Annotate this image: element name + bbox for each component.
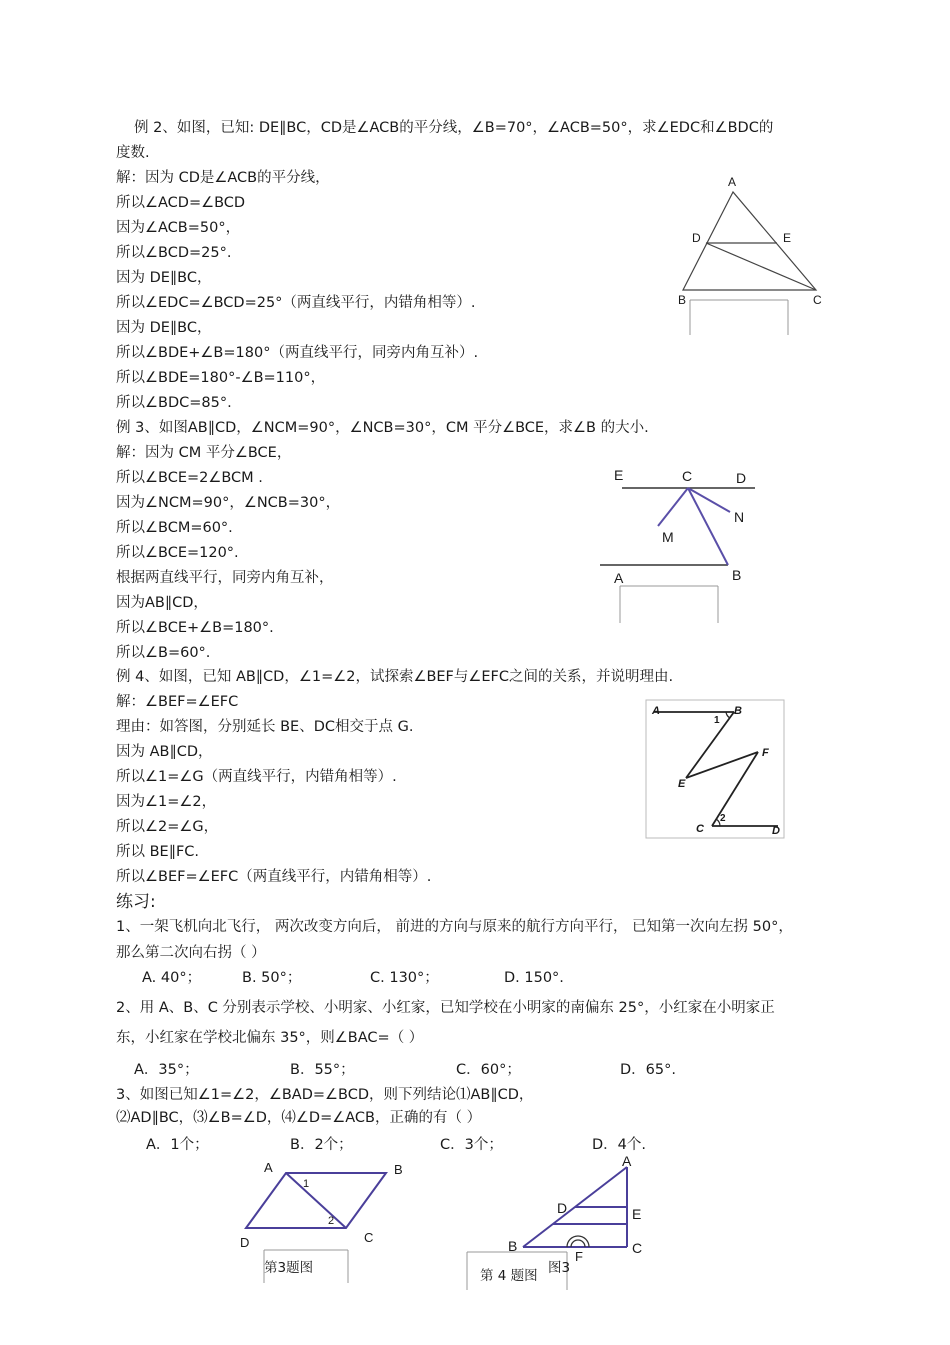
label-f: F <box>575 1249 583 1264</box>
ex3-line: 例 3、如图AB∥CD，∠NCM=90°，∠NCB=30°，CM 平分∠BCE，求∠B 的大小. <box>116 420 649 436</box>
label-1: 1 <box>714 715 720 726</box>
label-d: D <box>692 231 701 245</box>
q1-line: 1、一架飞机向北飞行， 两次改变方向后， 前进的方向与原来的航行方向平行， 已知第一次向左拐 50°， <box>116 919 793 935</box>
q3-option-b: B．2个； <box>290 1137 353 1153</box>
label-2: 2 <box>720 813 726 824</box>
label-n: N <box>734 509 745 525</box>
ex2-line: 因为 DE∥BC， <box>116 270 212 286</box>
label-b: B <box>732 567 742 583</box>
q3-parallelogram-figure <box>236 1158 416 1288</box>
label-a: A <box>652 705 660 717</box>
q4-figure-caption: 第 4 题图 <box>480 1268 538 1284</box>
label-m: M <box>662 529 674 545</box>
ex3-line: 所以∠BCE=120°. <box>116 545 239 561</box>
q1-line: 那么第二次向右拐（ ） <box>116 945 266 961</box>
ex2-line: 因为 DE∥BC， <box>116 320 212 336</box>
label-2: 2 <box>328 1215 335 1227</box>
label-a: A <box>264 1160 273 1175</box>
ex2-line: 所以∠EDC=∠BCD=25°（两直线平行，内错角相等）. <box>116 295 476 311</box>
label-b: B <box>678 293 687 307</box>
ex2-line: 度数. <box>116 145 150 161</box>
label-e: E <box>614 467 624 483</box>
ex4-line: 因为 AB∥CD， <box>116 744 213 760</box>
ex4-line: 所以∠BEF=∠EFC（两直线平行，内错角相等）. <box>116 869 432 885</box>
q3-option-a: A．1个； <box>146 1137 209 1153</box>
label-e: E <box>632 1206 642 1222</box>
ex3-line: 所以∠BCE=2∠BCM . <box>116 470 263 486</box>
ex2-line: 所以∠BDC=85°. <box>116 395 232 411</box>
ex2-line: 因为∠ACB=50°， <box>116 220 241 236</box>
q3-line: ⑵AD∥BC，⑶∠B=∠D，⑷∠D=∠ACB，正确的有（ ） <box>116 1110 482 1126</box>
q2-line: 东，小红家在学校北偏东 35°，则∠BAC=（ ） <box>116 1030 424 1046</box>
label-e: E <box>678 778 686 790</box>
ex4-zigzag-figure <box>646 700 786 840</box>
label-b: B <box>508 1238 518 1254</box>
label-c: C <box>364 1230 374 1245</box>
q3-option-c: C．3个； <box>440 1137 503 1153</box>
label-d: D <box>240 1235 250 1250</box>
q2-option-a: A．35°； <box>134 1062 199 1078</box>
q3-line: 3、如图已知∠1=∠2，∠BAD=∠BCD，则下列结论⑴AB∥CD， <box>116 1087 534 1103</box>
label-a: A <box>728 175 737 189</box>
q2-option-d: D．65°. <box>620 1062 676 1078</box>
ex4-line: 所以∠2=∠G， <box>116 819 219 835</box>
ex3-line: 所以∠BCM=60°. <box>116 520 233 536</box>
q1-option-a: A. 40°； <box>142 970 202 986</box>
label-b: B <box>734 705 742 717</box>
label-c: C <box>696 823 704 835</box>
label-b: B <box>394 1162 403 1177</box>
ex2-line: 所以∠ACD=∠BCD <box>116 195 246 211</box>
q2-option-c: C．60°； <box>456 1062 521 1078</box>
q1-option-b: B. 50°； <box>242 970 302 986</box>
ex3-line: 因为∠NCM=90°，∠NCB=30°， <box>116 495 341 511</box>
label-c: C <box>682 468 693 484</box>
ex4-line: 解：∠BEF=∠EFC <box>116 694 239 710</box>
ex3-parallel-lines-figure <box>600 460 770 630</box>
label-d: D <box>557 1200 568 1216</box>
ex2-line: 例 2、如图，已知: DE∥BC，CD是∠ACB的平分线，∠B=70°，∠ACB=50°，求∠EDC和∠BDC的 <box>134 120 774 136</box>
ex3-line: 根据两直线平行，同旁内角互补， <box>116 570 334 586</box>
label-c: C <box>632 1240 643 1256</box>
ex2-line: 所以∠BDE=180°-∠B=110°， <box>116 370 326 386</box>
label-d: D <box>736 470 747 486</box>
practice-title: 练习: <box>116 892 156 912</box>
q2-line: 2、用 A、B、C 分别表示学校、小明家、小红家，已知学校在小明家的南偏东 25°，小红家在小明家正 <box>116 1000 775 1016</box>
ex2-line: 解：因为 CD是∠ACB的平分线， <box>116 170 330 186</box>
label-c: C <box>813 293 822 307</box>
ex2-triangle-figure <box>670 170 830 340</box>
ex2-line: 所以∠BDE+∠B=180°（两直线平行，同旁内角互补）. <box>116 345 479 361</box>
label-e: E <box>783 231 792 245</box>
q3-figure-caption: 第3题图 <box>264 1260 314 1276</box>
ex4-line: 所以∠1=∠G（两直线平行，内错角相等）. <box>116 769 397 785</box>
ex2-line: 所以∠BCD=25°. <box>116 245 232 261</box>
q2-option-b: B．55°； <box>290 1062 355 1078</box>
ex4-line: 理由：如答图，分别延长 BE、DC相交于点 G. <box>116 719 414 735</box>
ex3-line: 所以∠BCE+∠B=180°. <box>116 620 274 636</box>
ex3-line: 因为AB∥CD， <box>116 595 208 611</box>
ex4-line: 例 4、如图，已知 AB∥CD，∠1=∠2，试探索∠BEF与∠EFC之间的关系，并说明理由. <box>116 669 674 685</box>
ex4-line: 因为∠1=∠2， <box>116 794 217 810</box>
ex3-line: 所以∠B=60°. <box>116 645 211 661</box>
q4-figure-caption-2: 图3 <box>548 1260 571 1276</box>
ex3-line: 解：因为 CM 平分∠BCE， <box>116 445 292 461</box>
label-1: 1 <box>303 1178 310 1190</box>
label-a: A <box>622 1153 632 1169</box>
label-f: F <box>762 747 769 759</box>
ex4-line: 所以 BE∥FC. <box>116 844 200 860</box>
q1-option-d: D. 150°. <box>504 970 564 986</box>
q3-option-d: D．4个. <box>592 1137 646 1153</box>
q1-option-c: C. 130°； <box>370 970 439 986</box>
label-a: A <box>614 570 624 586</box>
label-d: D <box>772 825 780 837</box>
